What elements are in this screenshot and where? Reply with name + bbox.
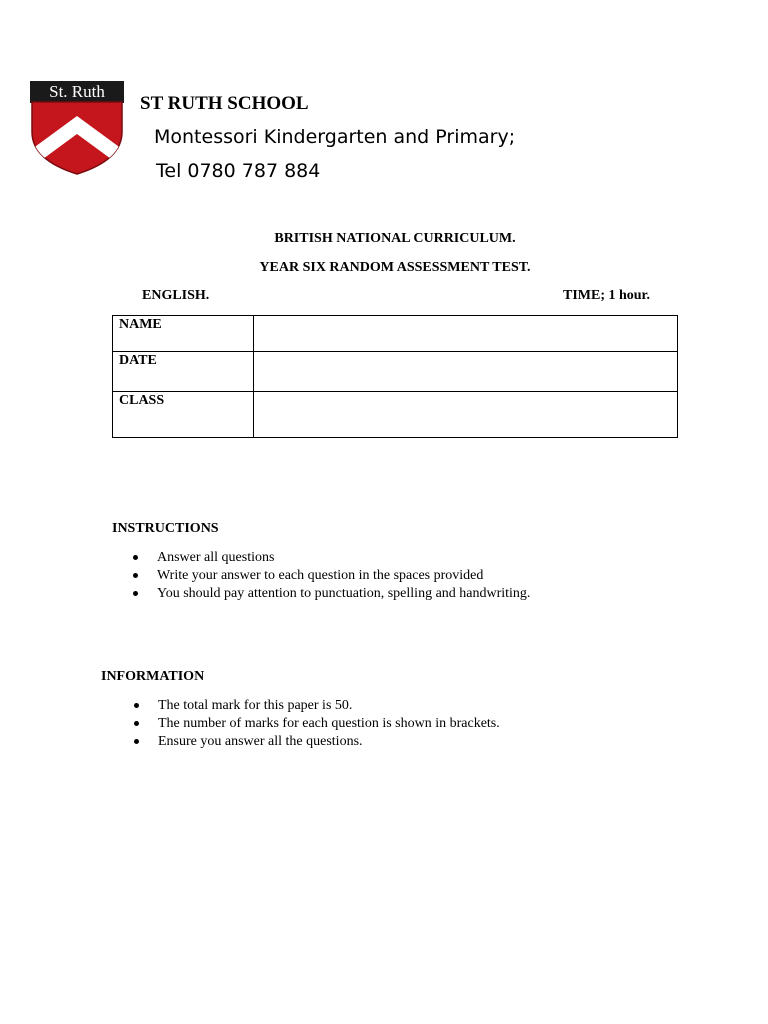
information-text: The number of marks for each question is shown in brackets. — [158, 716, 500, 731]
bullet-icon — [134, 739, 139, 744]
bullet-icon — [133, 591, 138, 596]
time-label: TIME; 1 hour. — [562, 288, 650, 303]
bullet-icon — [134, 703, 139, 708]
date-field[interactable] — [254, 352, 678, 392]
school-tagline: Montessori Kindergarten and Primary; — [154, 126, 516, 148]
instruction-text: You should pay attention to punctuation, spelling and handwriting. — [157, 586, 531, 601]
date-label: DATE — [113, 352, 254, 392]
list-item — [134, 733, 500, 751]
class-field[interactable] — [254, 392, 678, 438]
list-item — [133, 585, 530, 603]
logo-lettering: St. Ruth — [49, 82, 105, 101]
school-crest-logo — [28, 80, 126, 176]
instruction-text: Write your answer to each question in the spaces provided — [157, 568, 484, 583]
school-name: ST RUTH SCHOOL — [140, 93, 309, 114]
name-label: NAME — [113, 316, 254, 352]
instructions-title: INSTRUCTIONS — [112, 521, 219, 536]
school-telephone: Tel 0780 787 884 — [156, 160, 321, 182]
test-heading: YEAR SIX RANDOM ASSESSMENT TEST. — [259, 260, 531, 275]
information-text: The total mark for this paper is 50. — [158, 698, 353, 713]
table-row-date — [113, 352, 678, 392]
class-label: CLASS — [113, 392, 254, 438]
student-details-table — [112, 315, 678, 438]
bullet-icon — [133, 573, 138, 578]
list-item — [133, 549, 530, 567]
table-row-name — [113, 316, 678, 352]
table-row-class — [113, 392, 678, 438]
bullet-icon — [133, 555, 138, 560]
shield-icon — [28, 80, 126, 176]
list-item — [134, 715, 500, 733]
list-item — [134, 697, 500, 715]
instruction-text: Answer all questions — [157, 550, 275, 565]
curriculum-heading: BRITISH NATIONAL CURRICULUM. — [274, 231, 516, 246]
instructions-list — [133, 549, 530, 603]
list-item — [133, 567, 530, 585]
information-title: INFORMATION — [101, 669, 205, 684]
name-field[interactable] — [254, 316, 678, 352]
information-text: Ensure you answer all the questions. — [158, 734, 363, 749]
bullet-icon — [134, 721, 139, 726]
subject-label: ENGLISH. — [142, 288, 210, 303]
information-list — [134, 697, 500, 751]
